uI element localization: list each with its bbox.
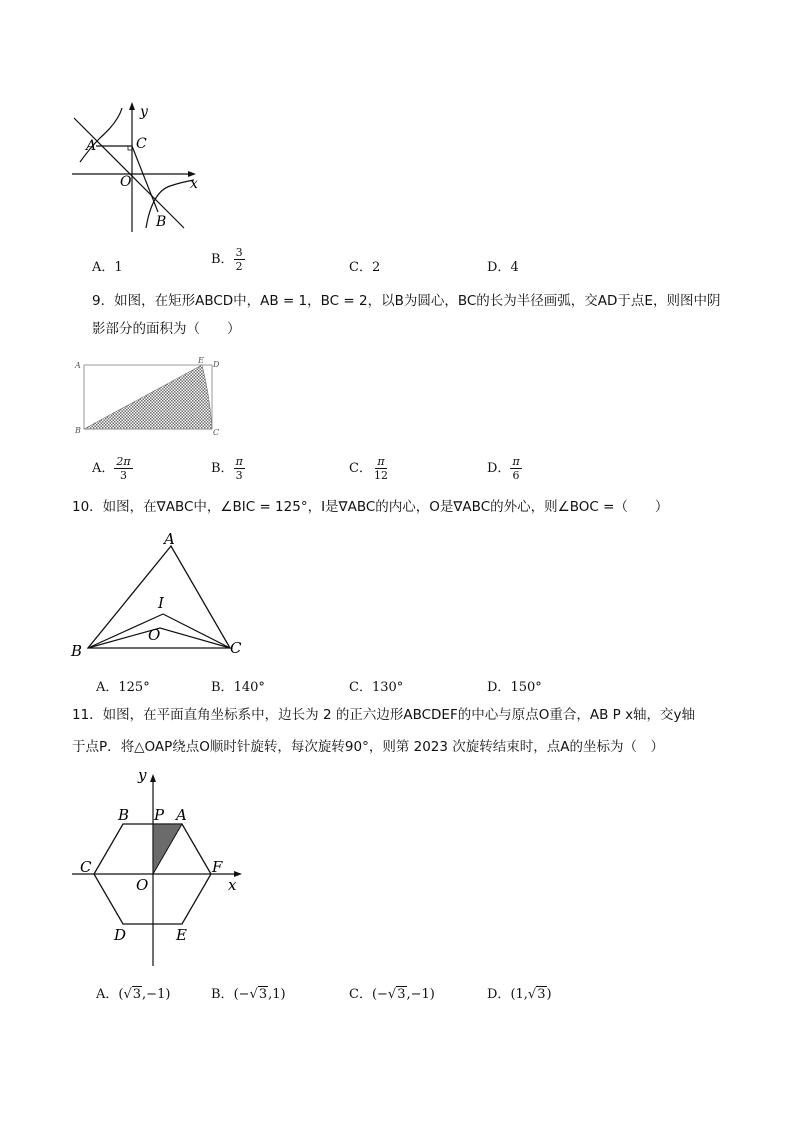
q9-figure — [72, 355, 222, 437]
fraction-numerator: π — [377, 455, 385, 468]
option-label: B． — [211, 252, 234, 267]
q8-figure — [60, 100, 210, 240]
q10-option-d[interactable] — [487, 676, 542, 695]
fig9-label-d: D — [213, 360, 220, 369]
option-value: 130° — [371, 680, 404, 695]
option-open: ( — [118, 987, 124, 1002]
q9-option-c[interactable] — [349, 455, 390, 482]
option-label: D． — [487, 260, 511, 275]
option-label: A． — [96, 680, 119, 695]
fig9-label-e: E — [198, 356, 204, 365]
option-value: 4 — [510, 260, 519, 275]
option-open: (− — [371, 987, 388, 1002]
q9-stem-line1: 9．如图，在矩形ABCD中，AB = 1，BC = 2，以B为圆心，BC的长为半径画弧，交AD于点E，则图中阴 — [92, 293, 721, 309]
q9-option-b[interactable] — [211, 455, 245, 482]
option-rest: ) — [546, 987, 552, 1002]
option-label: D． — [487, 461, 511, 476]
fig8-label-x: x — [190, 176, 198, 192]
fig11-label-a: A — [176, 806, 187, 824]
option-sqrt: 3 — [397, 987, 406, 1002]
q11-option-c[interactable] — [349, 983, 435, 1002]
option-label: A． — [92, 260, 115, 275]
q11-stem-line1: 11．如图，在平面直角坐标系中，边长为 2 的正六边形ABCDEF的中心与原点O重合，AB P x轴，交y轴 — [72, 707, 696, 723]
option-label: C． — [349, 461, 372, 476]
fig9-label-a: A — [75, 361, 81, 370]
fraction-numerator: π — [512, 455, 520, 468]
q9-option-a[interactable] — [92, 455, 133, 482]
q11-option-d[interactable] — [487, 983, 552, 1002]
fig8-label-a: A — [86, 138, 97, 154]
sqrt-sign-icon: √ — [123, 987, 132, 1002]
option-sqrt: 3 — [132, 987, 142, 1002]
fig8-label-b: B — [156, 214, 167, 230]
fraction-denominator: 6 — [512, 469, 520, 482]
option-rest: ,−1) — [406, 987, 435, 1002]
fig11-label-o: O — [136, 876, 149, 894]
option-label: D． — [487, 680, 511, 695]
option-label: D． — [487, 987, 511, 1002]
q8-option-d[interactable] — [487, 256, 519, 275]
option-open: (1, — [510, 987, 528, 1002]
fraction-numerator: 2π — [116, 455, 131, 468]
q10-figure — [68, 528, 248, 660]
option-fraction — [510, 455, 521, 482]
option-value: 1 — [114, 260, 123, 275]
fig11-label-d: D — [114, 926, 127, 944]
option-open: (− — [233, 987, 250, 1002]
option-fraction — [114, 455, 132, 482]
fig10-label-i: I — [158, 594, 164, 612]
option-fraction — [372, 455, 390, 482]
fig8-label-c: C — [136, 136, 147, 152]
q10-option-b[interactable] — [211, 676, 265, 695]
option-label: C． — [349, 260, 372, 275]
fig10-label-o: O — [148, 626, 161, 644]
fraction-denominator: 12 — [373, 469, 388, 482]
q8-option-a[interactable] — [92, 256, 123, 275]
fraction-denominator: 3 — [120, 469, 127, 482]
fig8-label-y: y — [140, 104, 148, 120]
fig11-label-x: x — [228, 876, 237, 894]
q9-stem-line2: 影部分的面积为（ ） — [92, 321, 241, 337]
fig10-label-a: A — [164, 530, 175, 548]
option-value: 140° — [233, 680, 265, 695]
option-label: A． — [92, 461, 115, 476]
option-value: 2 — [371, 260, 381, 275]
option-value: 150° — [510, 680, 542, 695]
option-label: C． — [349, 680, 372, 695]
option-fraction — [234, 246, 245, 273]
q8-option-c[interactable] — [349, 256, 380, 275]
option-rest: ,1) — [268, 987, 286, 1002]
fig11-label-f: F — [212, 858, 223, 876]
option-rest: ,−1) — [142, 987, 171, 1002]
fraction-denominator: 2 — [235, 260, 243, 273]
fig11-label-p: P — [154, 806, 165, 824]
fig8-label-o: O — [120, 174, 132, 190]
q8-option-b[interactable] — [211, 246, 245, 273]
option-fraction — [234, 455, 245, 482]
q10-stem-line1: 10．如图，在∇ABC中，∠BIC = 125°，I是∇ABC的内心，O是∇ABC的外心，则∠BOC =（ ） — [72, 499, 669, 515]
q10-option-a[interactable] — [96, 676, 150, 695]
option-label: B． — [211, 461, 234, 476]
fig11-label-e: E — [176, 926, 187, 944]
option-label: B． — [211, 680, 234, 695]
fig10-label-c: C — [230, 639, 242, 657]
sqrt-sign-icon: √ — [387, 987, 397, 1002]
sqrt-sign-icon: √ — [249, 987, 258, 1002]
fig11-label-b: B — [118, 806, 130, 824]
option-label: A． — [96, 987, 119, 1002]
fig10-label-b: B — [71, 642, 83, 660]
option-label: B． — [211, 987, 234, 1002]
option-label: C． — [349, 987, 372, 1002]
q11-figure — [66, 766, 266, 972]
option-sqrt: 3 — [537, 987, 546, 1002]
q11-stem-line2: 于点P．将△OAP绕点O顺时针旋转，每次旋转90°，则第 2023 次旋转结束时，点A的坐标为（ ） — [72, 739, 665, 755]
fig11-label-c: C — [80, 858, 92, 876]
fraction-numerator: 3 — [235, 246, 243, 259]
q11-option-b[interactable] — [211, 983, 286, 1002]
option-value: 125° — [118, 680, 150, 695]
fig11-label-y: y — [138, 766, 147, 784]
fig9-label-b: B — [75, 426, 81, 435]
fig9-label-c: C — [213, 428, 220, 437]
fraction-numerator: π — [235, 455, 243, 468]
sqrt-sign-icon: √ — [527, 987, 537, 1002]
option-sqrt: 3 — [258, 987, 268, 1002]
q11-option-a[interactable] — [96, 983, 170, 1002]
q9-option-d[interactable] — [487, 455, 522, 482]
fraction-denominator: 3 — [235, 469, 243, 482]
q10-option-c[interactable] — [349, 676, 403, 695]
